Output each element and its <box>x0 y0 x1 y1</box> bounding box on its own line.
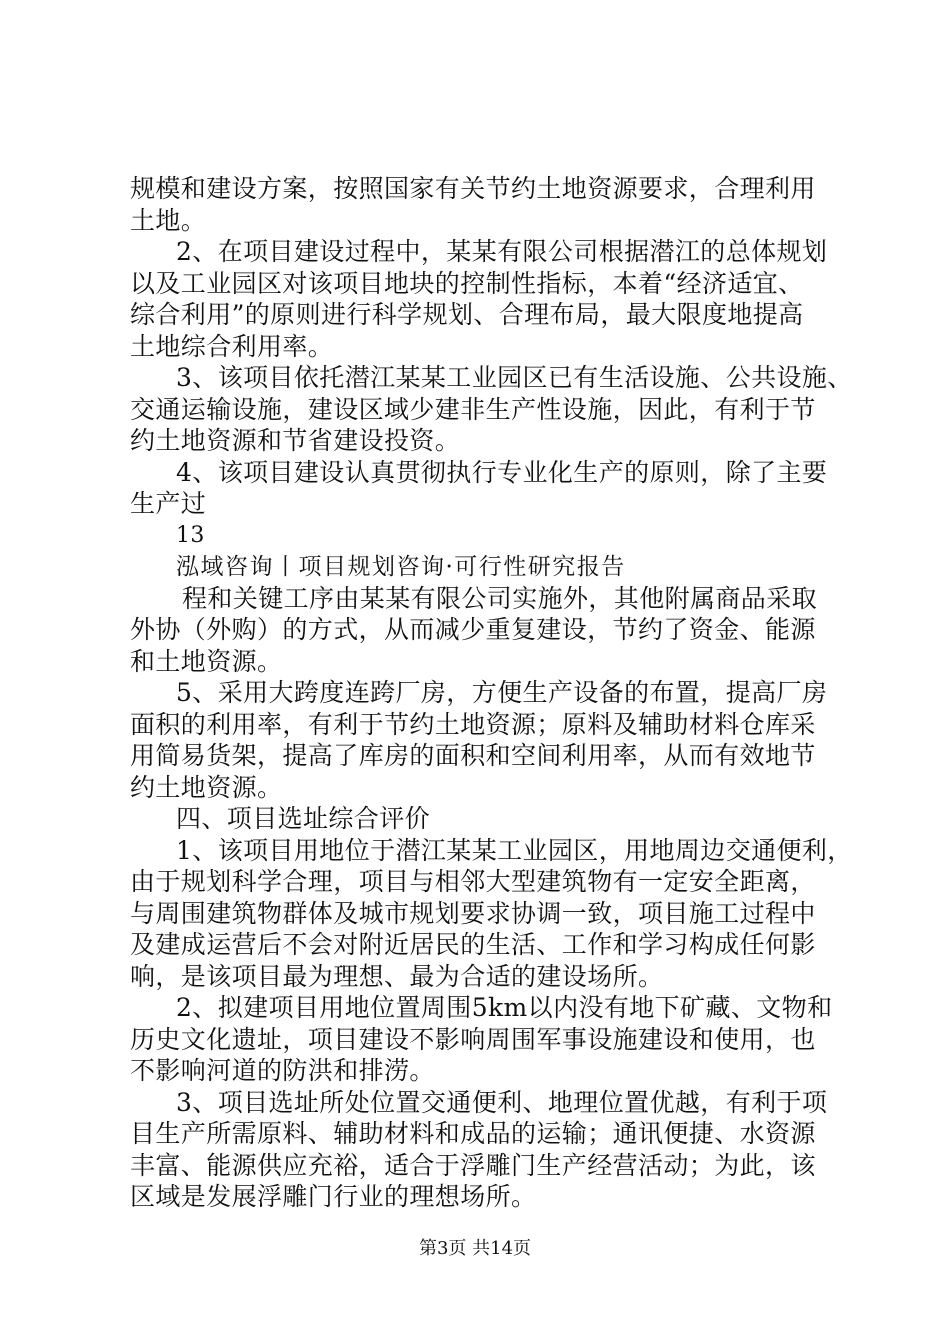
paragraph-line: 历史文化遗址，项目建设不影响周围军事设施建设和使用，也 <box>130 1024 816 1054</box>
paragraph-line: 与周围建筑物群体及城市规划要求协调一致，项目施工过程中 <box>130 898 816 928</box>
paragraph-line: 约土地资源和节省建设投资。 <box>130 426 461 455</box>
paragraph-line: 规模和建设方案，按照国家有关节约土地资源要求，合理利用 <box>130 174 816 203</box>
paragraph-line: 4、该项目建设认真贯彻执行专业化生产的原则，除了主要 <box>176 457 828 487</box>
paragraph-line: 及建成运营后不会对附近居民的生活、工作和学习构成任何影 <box>130 930 816 959</box>
report-header: 泓域咨询丨项目规划咨询·可行性研究报告 <box>176 554 626 580</box>
paragraph-line: 交通运输设施，建设区域少建非生产性设施，因此，有利于节 <box>130 394 816 424</box>
paragraph-line: 由于规划科学合理，项目与相邻大型建筑物有一定安全距离， <box>130 867 816 896</box>
paragraph-line: 面积的利用率，有利于节约土地资源；原料及辅助材料仓库采 <box>130 709 816 739</box>
paragraph-line: 土地。 <box>130 205 207 235</box>
paragraph-line: 土地综合利用率。 <box>130 331 334 361</box>
paragraph-line: 目生产所需原料、辅助材料和成品的运输；通讯便捷、水资源 <box>130 1119 816 1148</box>
paragraph-line: 5、采用大跨度连跨厂房，方便生产设备的布置，提高厂房 <box>176 678 828 707</box>
paragraph-line: 区域是发展浮雕门行业的理想场所。 <box>130 1182 537 1211</box>
paragraph-line: 3、该项目依托潜江某某工业园区已有生活设施、公共设施、 <box>176 363 853 392</box>
page-footer: 第3页 共14页 <box>418 1238 532 1259</box>
paragraph-line: 用简易货架，提高了库房的面积和空间利用率，从而有效地节 <box>130 741 816 770</box>
paragraph-line: 外协（外购）的方式，从而减少重复建设，节约了资金、能源 <box>130 615 816 644</box>
paragraph-line: 生产过 <box>130 489 207 518</box>
paragraph-line: 综合利用”的原则进行科学规划、合理布局，最大限度地提高 <box>130 300 804 329</box>
page-number-marker: 13 <box>176 522 205 548</box>
paragraph-line: 响，是该项目最为理想、最为合适的建设场所。 <box>130 961 664 991</box>
paragraph-line: 1、该项目用地位于潜江某某工业园区，用地周边交通便利， <box>176 835 853 865</box>
paragraph-line: 程和关键工序由某某有限公司实施外，其他附属商品采取 <box>182 583 818 613</box>
paragraph-line: 丰富、能源供应充裕，适合于浮雕门生产经营活动；为此，该 <box>130 1150 816 1180</box>
paragraph-line: 不影响河道的防洪和排涝。 <box>130 1056 435 1085</box>
paragraph-line: 和土地资源。 <box>130 646 283 676</box>
paragraph-line: 2、在项目建设过程中，某某有限公司根据潜江的总体规划 <box>176 237 828 266</box>
paragraph-line: 3、项目选址所处位置交通便利、地理位置优越，有利于项 <box>176 1087 828 1117</box>
paragraph-line: 2、拟建项目用地位置周围5km以内没有地下矿藏、文物和 <box>176 993 833 1022</box>
section-heading: 四、项目选址综合评价 <box>176 804 431 833</box>
paragraph-line: 约土地资源。 <box>130 772 283 802</box>
paragraph-line: 以及工业园区对该项目地块的控制性指标，本着“经济适宜、 <box>130 268 804 298</box>
